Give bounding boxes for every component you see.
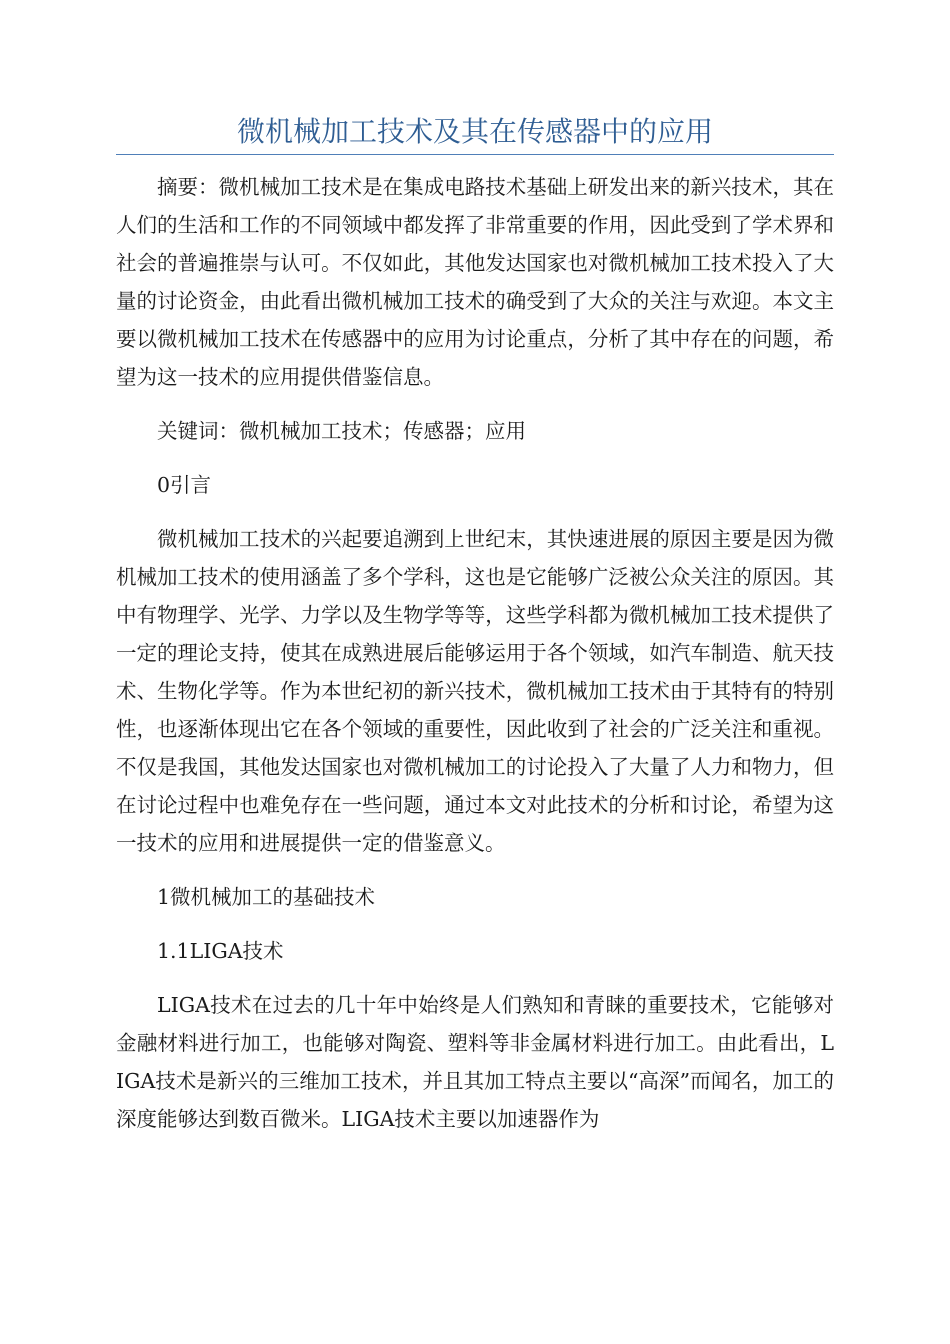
introduction-paragraph: 微机械加工技术的兴起要追溯到上世纪末，其快速进展的原因主要是因为微机械加工技术的使用涵盖了多个学科，这也是它能够广泛被公众关注的原因。其中有物理学、光学、力学以及生物学等等，这些学科都为微机械加工技术提供了一定的理论支持，使其在成熟进展后能够运用于各个领域，如汽车制造、航天技术、生物化学等。作为本世纪初的新兴技术，微机械加工技术由于其特有的特别性，也逐渐体现出它在各个领域的重要性，因此收到了社会的广泛关注和重视。不仅是我国，其他发达国家也对微机械加工的讨论投入了大量了人力和物力，但在讨论过程中也难免存在一些问题，通过本文对此技术的分析和讨论，希望为这一技术的应用和进展提供一定的借鉴意义。 bbox=[116, 527, 834, 855]
document-body bbox=[116, 168, 834, 1154]
abstract-paragraph: 摘要：微机械加工技术是在集成电路技术基础上研发出来的新兴技术，其在人们的生活和工作的不同领域中都发挥了非常重要的作用，因此受到了学术界和社会的普遍推崇与认可。不仅如此，其他发达国家也对微机械加工技术投入了大量的讨论资金，由此看出微机械加工技术的确受到了大众的关注与欢迎。本文主要以微机械加工技术在传感器中的应用为讨论重点，分析了其中存在的问题，希望为这一技术的应用提供借鉴信息。 bbox=[116, 175, 834, 389]
document-title: 微机械加工技术及其在传感器中的应用 bbox=[236, 115, 713, 148]
liga-paragraph: LIGA技术在过去的几十年中始终是人们熟知和青睐的重要技术，它能够对金融材料进行加工，也能够对陶瓷、塑料等非金属材料进行加工。由此看出，LIGA技术是新兴的三维加工技术，并且其加工特点主要以“高深”而闻名，加工的深度能够达到数百微米。LIGA技术主要以加速器作为 bbox=[116, 993, 834, 1131]
keywords-paragraph: 关键词：微机械加工技术；传感器；应用 bbox=[157, 419, 526, 443]
title-underline bbox=[116, 154, 834, 155]
section-heading-1-1: 1.1LIGA技术 bbox=[157, 939, 284, 963]
section-heading-introduction: 0引言 bbox=[157, 473, 212, 497]
section-heading-1: 1微机械加工的基础技术 bbox=[157, 885, 376, 909]
